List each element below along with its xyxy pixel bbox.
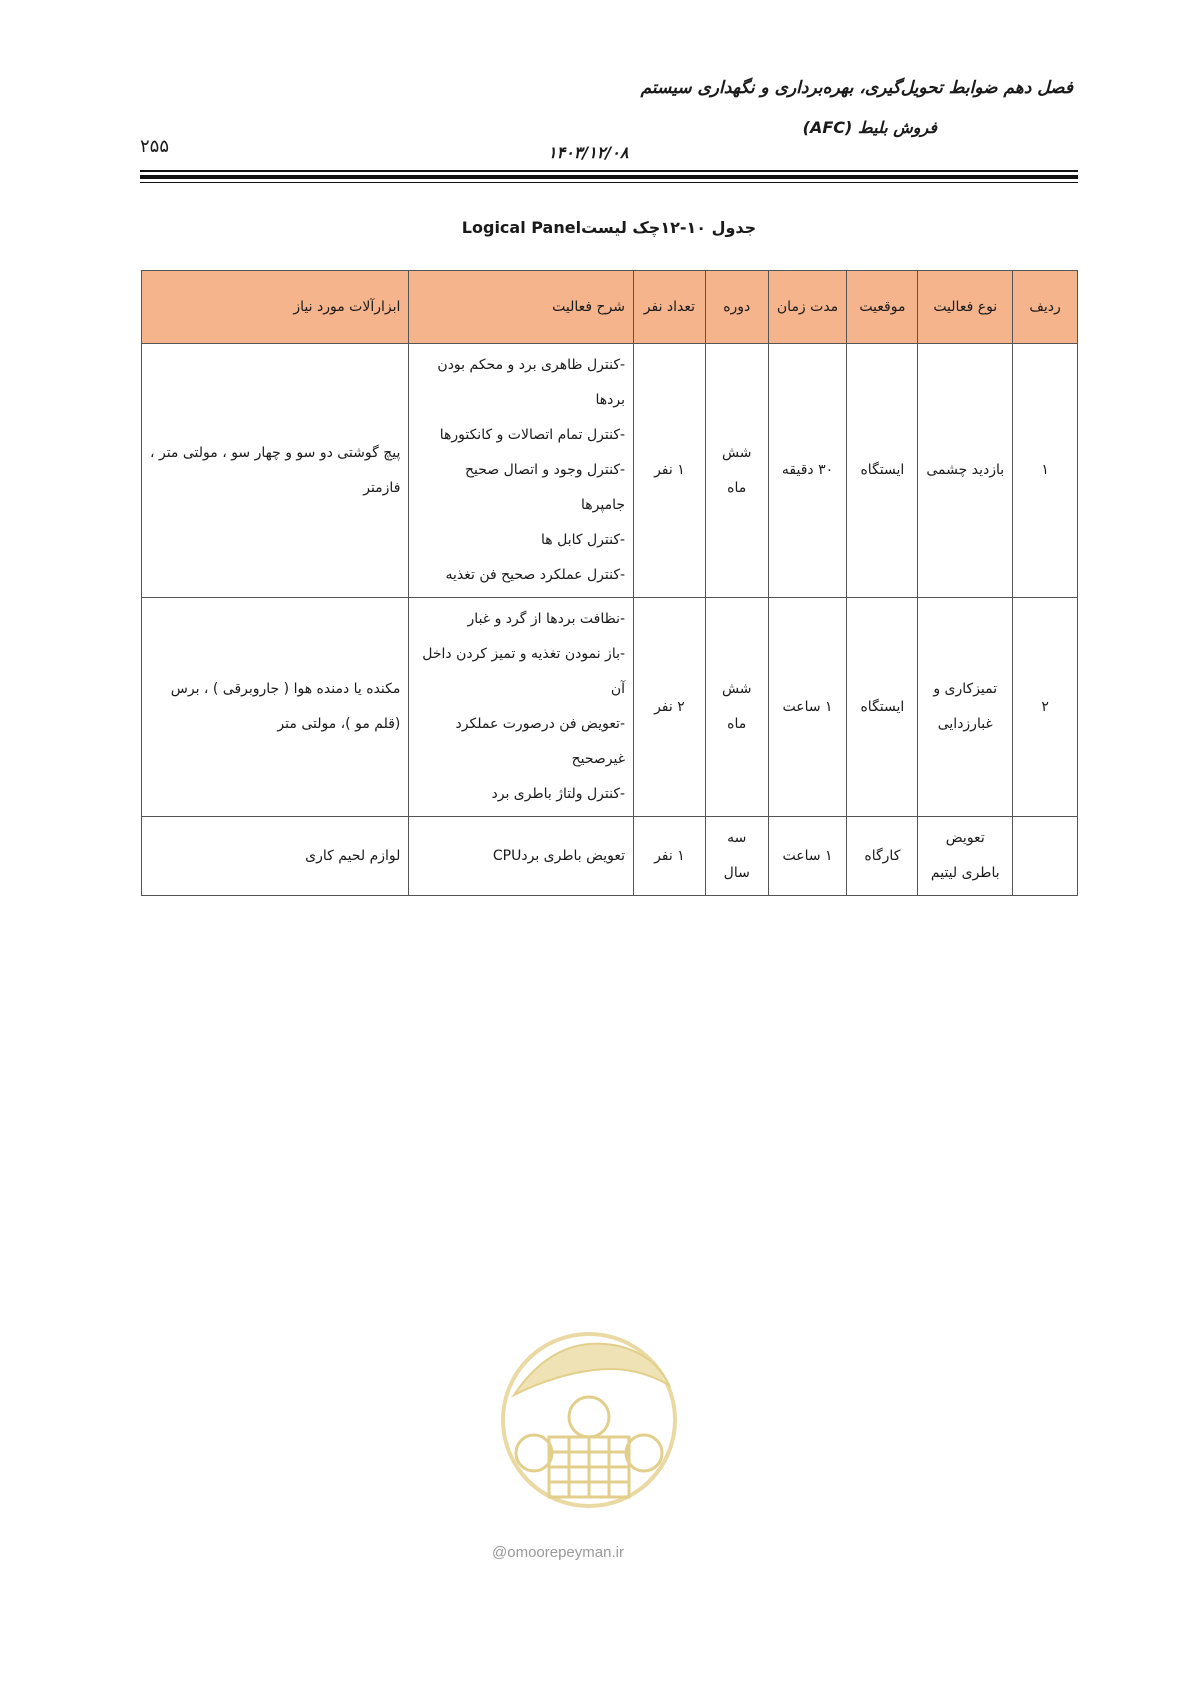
table-row [142, 344, 1078, 598]
cell-tools: لوازم لحیم کاری [142, 817, 409, 896]
cell-activity-type: تمیزکاری و غبارزدایی [918, 598, 1013, 817]
cell-person-count: ۲ نفر [634, 598, 706, 817]
description-line: -کنترل عملکرد صحیح فن تغذیه [445, 567, 626, 583]
header-period: دوره [705, 271, 768, 344]
header-row-number: ردیف [1013, 271, 1078, 344]
header-duration: مدت زمان [768, 271, 847, 344]
cell-row-number: ۱ [1013, 344, 1078, 598]
cell-activity-type: تعویض باطری لیتیم [918, 817, 1013, 896]
header-description: شرح فعالیت [409, 271, 634, 344]
subsystem-title: فروش بلیط (AFC) [802, 118, 937, 137]
cell-duration: ۱ ساعت [768, 817, 847, 896]
header-rule-thin-bottom [140, 182, 1078, 183]
cell-tools: مکنده یا دمنده هوا ( جاروبرقی ) ، برس (قلم مو )، مولتی متر [142, 598, 409, 817]
cell-period: شش ماه [705, 598, 768, 817]
table-caption: جدول ۱۰-۱۲چک لیستLogical Panel [461, 218, 757, 237]
page-number: ۲۵۵ [140, 136, 170, 157]
omoorepeyman-logo-watermark [494, 1325, 684, 1545]
header-rule-thin-top [140, 170, 1078, 172]
description-line: -کنترل وجود و اتصال صحیح جامپرها [464, 462, 626, 513]
cell-description [409, 344, 634, 598]
header-activity-type: نوع فعالیت [918, 271, 1013, 344]
table-row [142, 817, 1078, 896]
cell-location: ایستگاه [847, 598, 918, 817]
header-rule-thick [140, 175, 1078, 179]
cell-location: کارگاه [847, 817, 918, 896]
description-line: -تعویض فن درصورت عملکرد غیرصحیح [455, 716, 626, 767]
cell-location: ایستگاه [847, 344, 918, 598]
cell-activity-type: بازدید چشمی [918, 344, 1013, 598]
description-line: -کنترل کابل ها [541, 532, 626, 548]
cell-period: سه سال [705, 817, 768, 896]
chapter-title: فصل دهم ضوابط تحویل‌گیری، بهره‌برداری و نگهداری سیستم [640, 78, 1073, 98]
description-line: -کنترل ولتاژ باطری برد [491, 786, 626, 802]
document-date: ۱۴۰۳/۱۲/۰۸ [548, 143, 629, 162]
table-header-row [142, 271, 1078, 344]
cell-description [409, 598, 634, 817]
description-line: تعویض باطری بردCPU [492, 847, 626, 864]
description-line: -نظافت بردها از گرد و غبار [467, 611, 626, 627]
cell-description [409, 817, 634, 896]
watermark-site-text: @omoorepeyman.ir [492, 1544, 624, 1561]
cell-duration: ۳۰ دقیقه [768, 344, 847, 598]
description-line: -باز نمودن تغذیه و تمیز کردن داخل آن [422, 646, 626, 697]
cell-row-number [1013, 817, 1078, 896]
checklist-table [141, 270, 1078, 896]
header-tools: ابزارآلات مورد نیاز [142, 271, 409, 344]
description-line: -کنترل تمام اتصالات و کانکتورها [439, 427, 626, 443]
header-person-count: تعداد نفر [634, 271, 706, 344]
cell-period: شش ماه [705, 344, 768, 598]
cell-person-count: ۱ نفر [634, 817, 706, 896]
cell-person-count: ۱ نفر [634, 344, 706, 598]
cell-row-number: ۲ [1013, 598, 1078, 817]
description-line: -کنترل ظاهری برد و محکم بودن بردها [437, 357, 626, 408]
cell-duration: ۱ ساعت [768, 598, 847, 817]
cell-tools: پیچ گوشتی دو سو و چهار سو ، مولتی متر ، فازمتر [142, 344, 409, 598]
header-location: موقعیت [847, 271, 918, 344]
table-row [142, 598, 1078, 817]
